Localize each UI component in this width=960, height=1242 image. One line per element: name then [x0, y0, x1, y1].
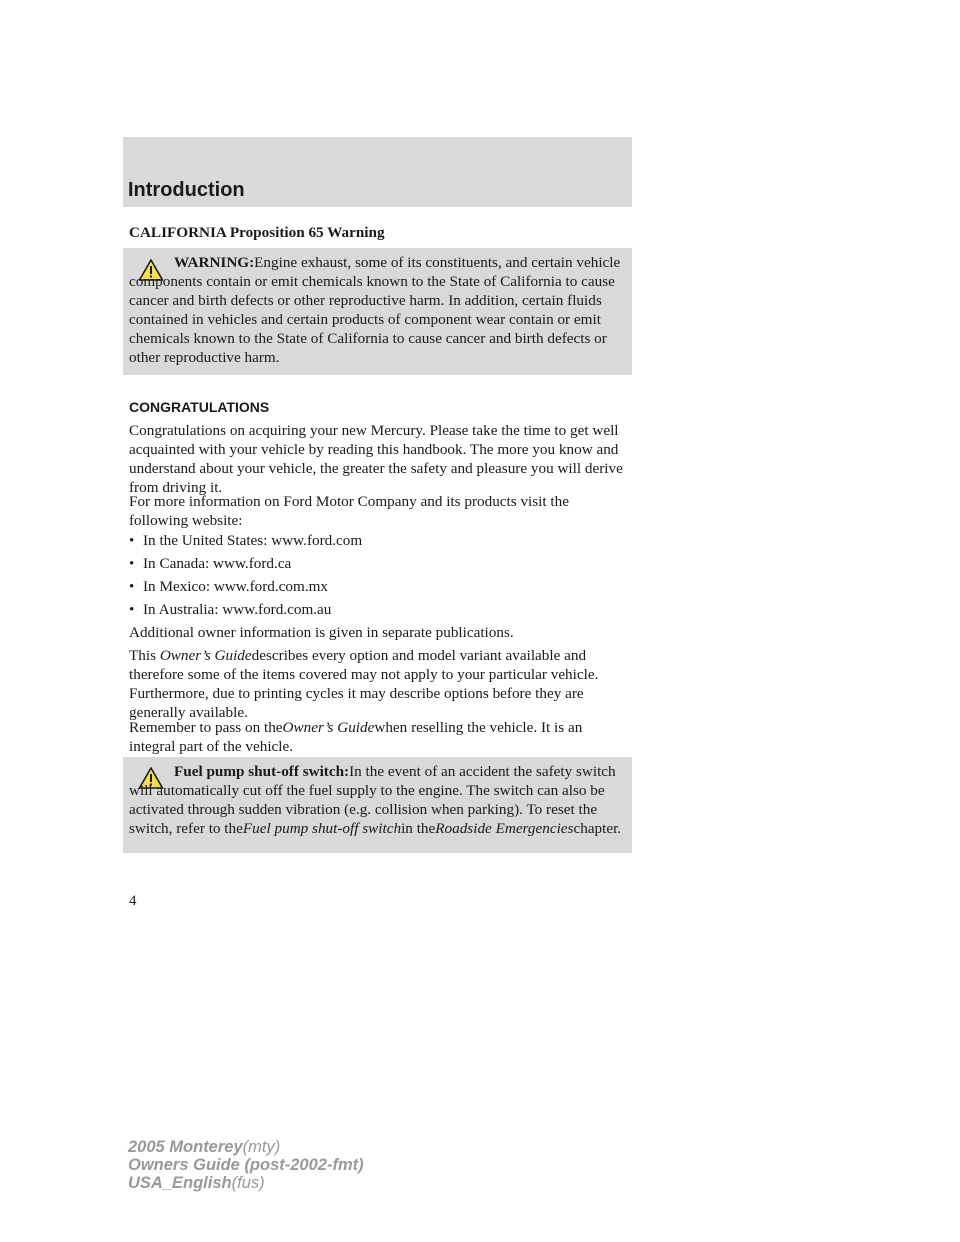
website-item: • In Canada: www.ford.ca: [129, 555, 292, 572]
roadside-emergencies-reference: Roadside Emergencies: [435, 820, 574, 837]
owners-guide-title: Owner’s Guide: [282, 719, 375, 736]
footer-line-3: USA_English(fus): [128, 1174, 265, 1192]
bullet-icon: •: [129, 601, 135, 618]
owners-guide-title: Owner’s Guide: [159, 647, 252, 664]
website-item: • In Australia: www.ford.com.au: [129, 601, 332, 618]
bullet-icon: •: [129, 578, 135, 595]
congrats-paragraph-3: Additional owner information is given in separate publications.: [129, 624, 514, 641]
document-footer: [128, 1138, 364, 1192]
section-header: [123, 137, 632, 207]
footer-line-1: 2005 Monterey(mty): [128, 1138, 281, 1156]
congrats-heading: CONGRATULATIONS: [129, 399, 270, 415]
warning-label: WARNING:: [174, 254, 255, 271]
fuel-pump-label: Fuel pump shut-off switch:: [174, 763, 350, 780]
prop65-heading: CALIFORNIA Proposition 65 Warning: [129, 224, 385, 241]
page-number: 4: [129, 893, 137, 909]
warning-body: Engine exhaust, some of its constituents, and certain vehicle components contain or emit chemicals known to the State of California to cause cancer and birth defects or other reproductive harm. In addition, certain fluids contained in vehicles and certain products of component wear contain or emit chemicals known to the State of California to cause cancer and birth defects or other reproductive harm.: [129, 254, 621, 366]
congrats-paragraph-1: Congratulations on acquiring your new Mercury. Please take the time to get well acquainted with your vehicle by reading this handbook. The more you know and understand about your vehicle, the greater the safety and pleasure you will derive from driving it.: [129, 422, 623, 496]
section-title: Introduction: [128, 179, 245, 201]
footer-line-2: Owners Guide (post-2002-fmt): [128, 1156, 364, 1174]
fuel-pump-reference: Fuel pump shut-off switch: [242, 820, 402, 837]
website-item: • In the United States: www.ford.com: [129, 532, 363, 549]
congrats-paragraph-4: This Owner’s Guidedescribes every option and model variant available and therefore some of the items covered may not apply to your particular vehicle. Furthermore, due to printing cycles it may describe options before they are generally available.: [129, 647, 599, 721]
congrats-paragraph-2: For more information on Ford Motor Company and its products visit the following website:: [129, 493, 569, 529]
congrats-paragraph-5: Remember to pass on theOwner’s Guidewhen reselling the vehicle. It is an integral part of the vehicle.: [129, 719, 583, 755]
fuel-pump-warning-text: Fuel pump shut-off switch:In the event of an accident the safety switch will automatically cut off the fuel supply to the engine. The switch can also be activated through sudden vibration (e.g. collision when parking). To reset the switch, refer to theFuel pump shut-off switchin theRoadside Emergencieschapter.: [129, 763, 622, 837]
bullet-icon: •: [129, 532, 135, 549]
prop65-warning-box: [123, 248, 632, 375]
prop65-warning-text: [129, 253, 623, 367]
bullet-icon: •: [129, 555, 135, 572]
website-item: • In Mexico: www.ford.com.mx: [129, 578, 329, 595]
fuel-pump-warning-box: [123, 757, 632, 853]
